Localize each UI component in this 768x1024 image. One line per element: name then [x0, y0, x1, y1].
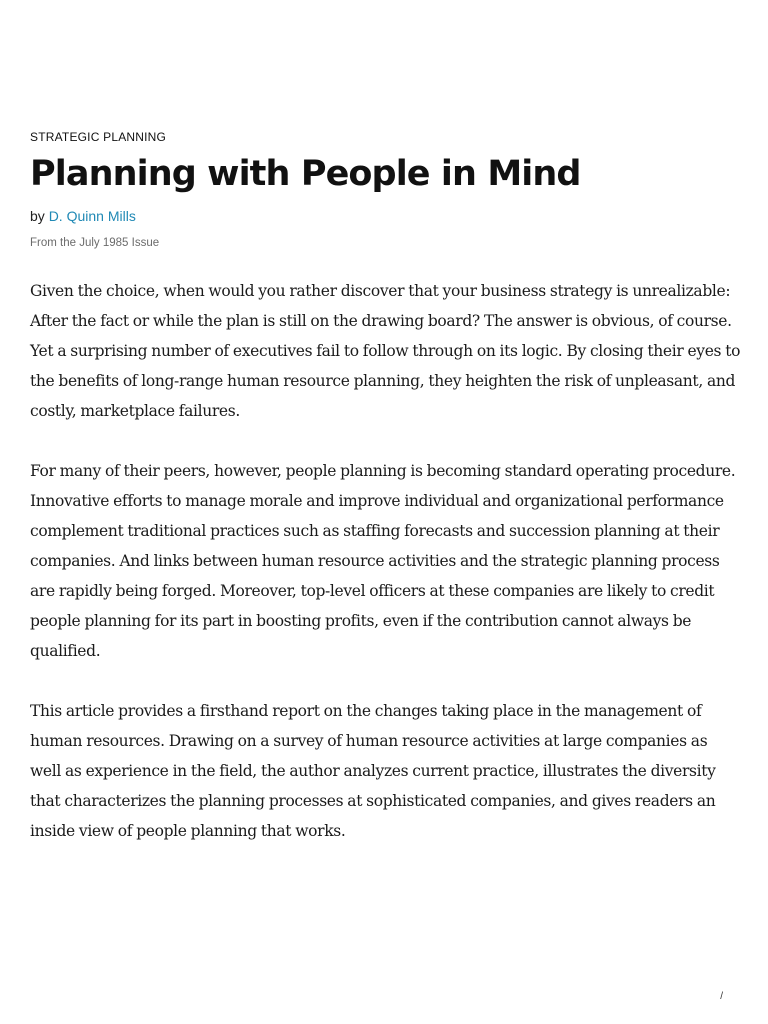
- paragraph: For many of their peers, however, people planning is becoming standard operating procedure. Innovative efforts to manage morale and improve individual and organizational performance complement traditional practices such as staffing forecasts and succession planning at their companies. And links between human resource activities and the strategic planning process are rapidly being forged. Moreover, top-level officers at these companies are likely to credit people planning for its part in boosting profits, even if the contribution cannot always be qualified.: [30, 462, 736, 660]
- issue-info: From the July 1985 Issue: [30, 237, 160, 249]
- page-mark: /: [720, 991, 723, 1002]
- article-body: [30, 276, 742, 876]
- byline: [30, 206, 136, 226]
- article-title: Planning with People in Mind: [30, 154, 581, 194]
- author-link[interactable]: D. Quinn Mills: [48, 208, 136, 224]
- byline-prefix: by: [30, 208, 45, 224]
- paragraph: This article provides a firsthand report on the changes taking place in the management of human resources. Drawing on a survey of human resource activities at large companies as well as experience in the field, the author analyzes current practice, illustrates the diversity that characterizes the planning processes at sophisticated companies, and gives readers an inside view of people planning that works.: [30, 702, 716, 840]
- category-label[interactable]: STRATEGIC PLANNING: [30, 130, 167, 144]
- paragraph: Given the choice, when would you rather discover that your business strategy is unrealizable: After the fact or while the plan is still on the drawing board? The answer is obvious, of course. Yet a surprising number of executives fail to follow through on its logic. By closing their eyes to the benefits of long-range human resource planning, they heighten the risk of unpleasant, and costly, marketplace failures.: [30, 282, 741, 420]
